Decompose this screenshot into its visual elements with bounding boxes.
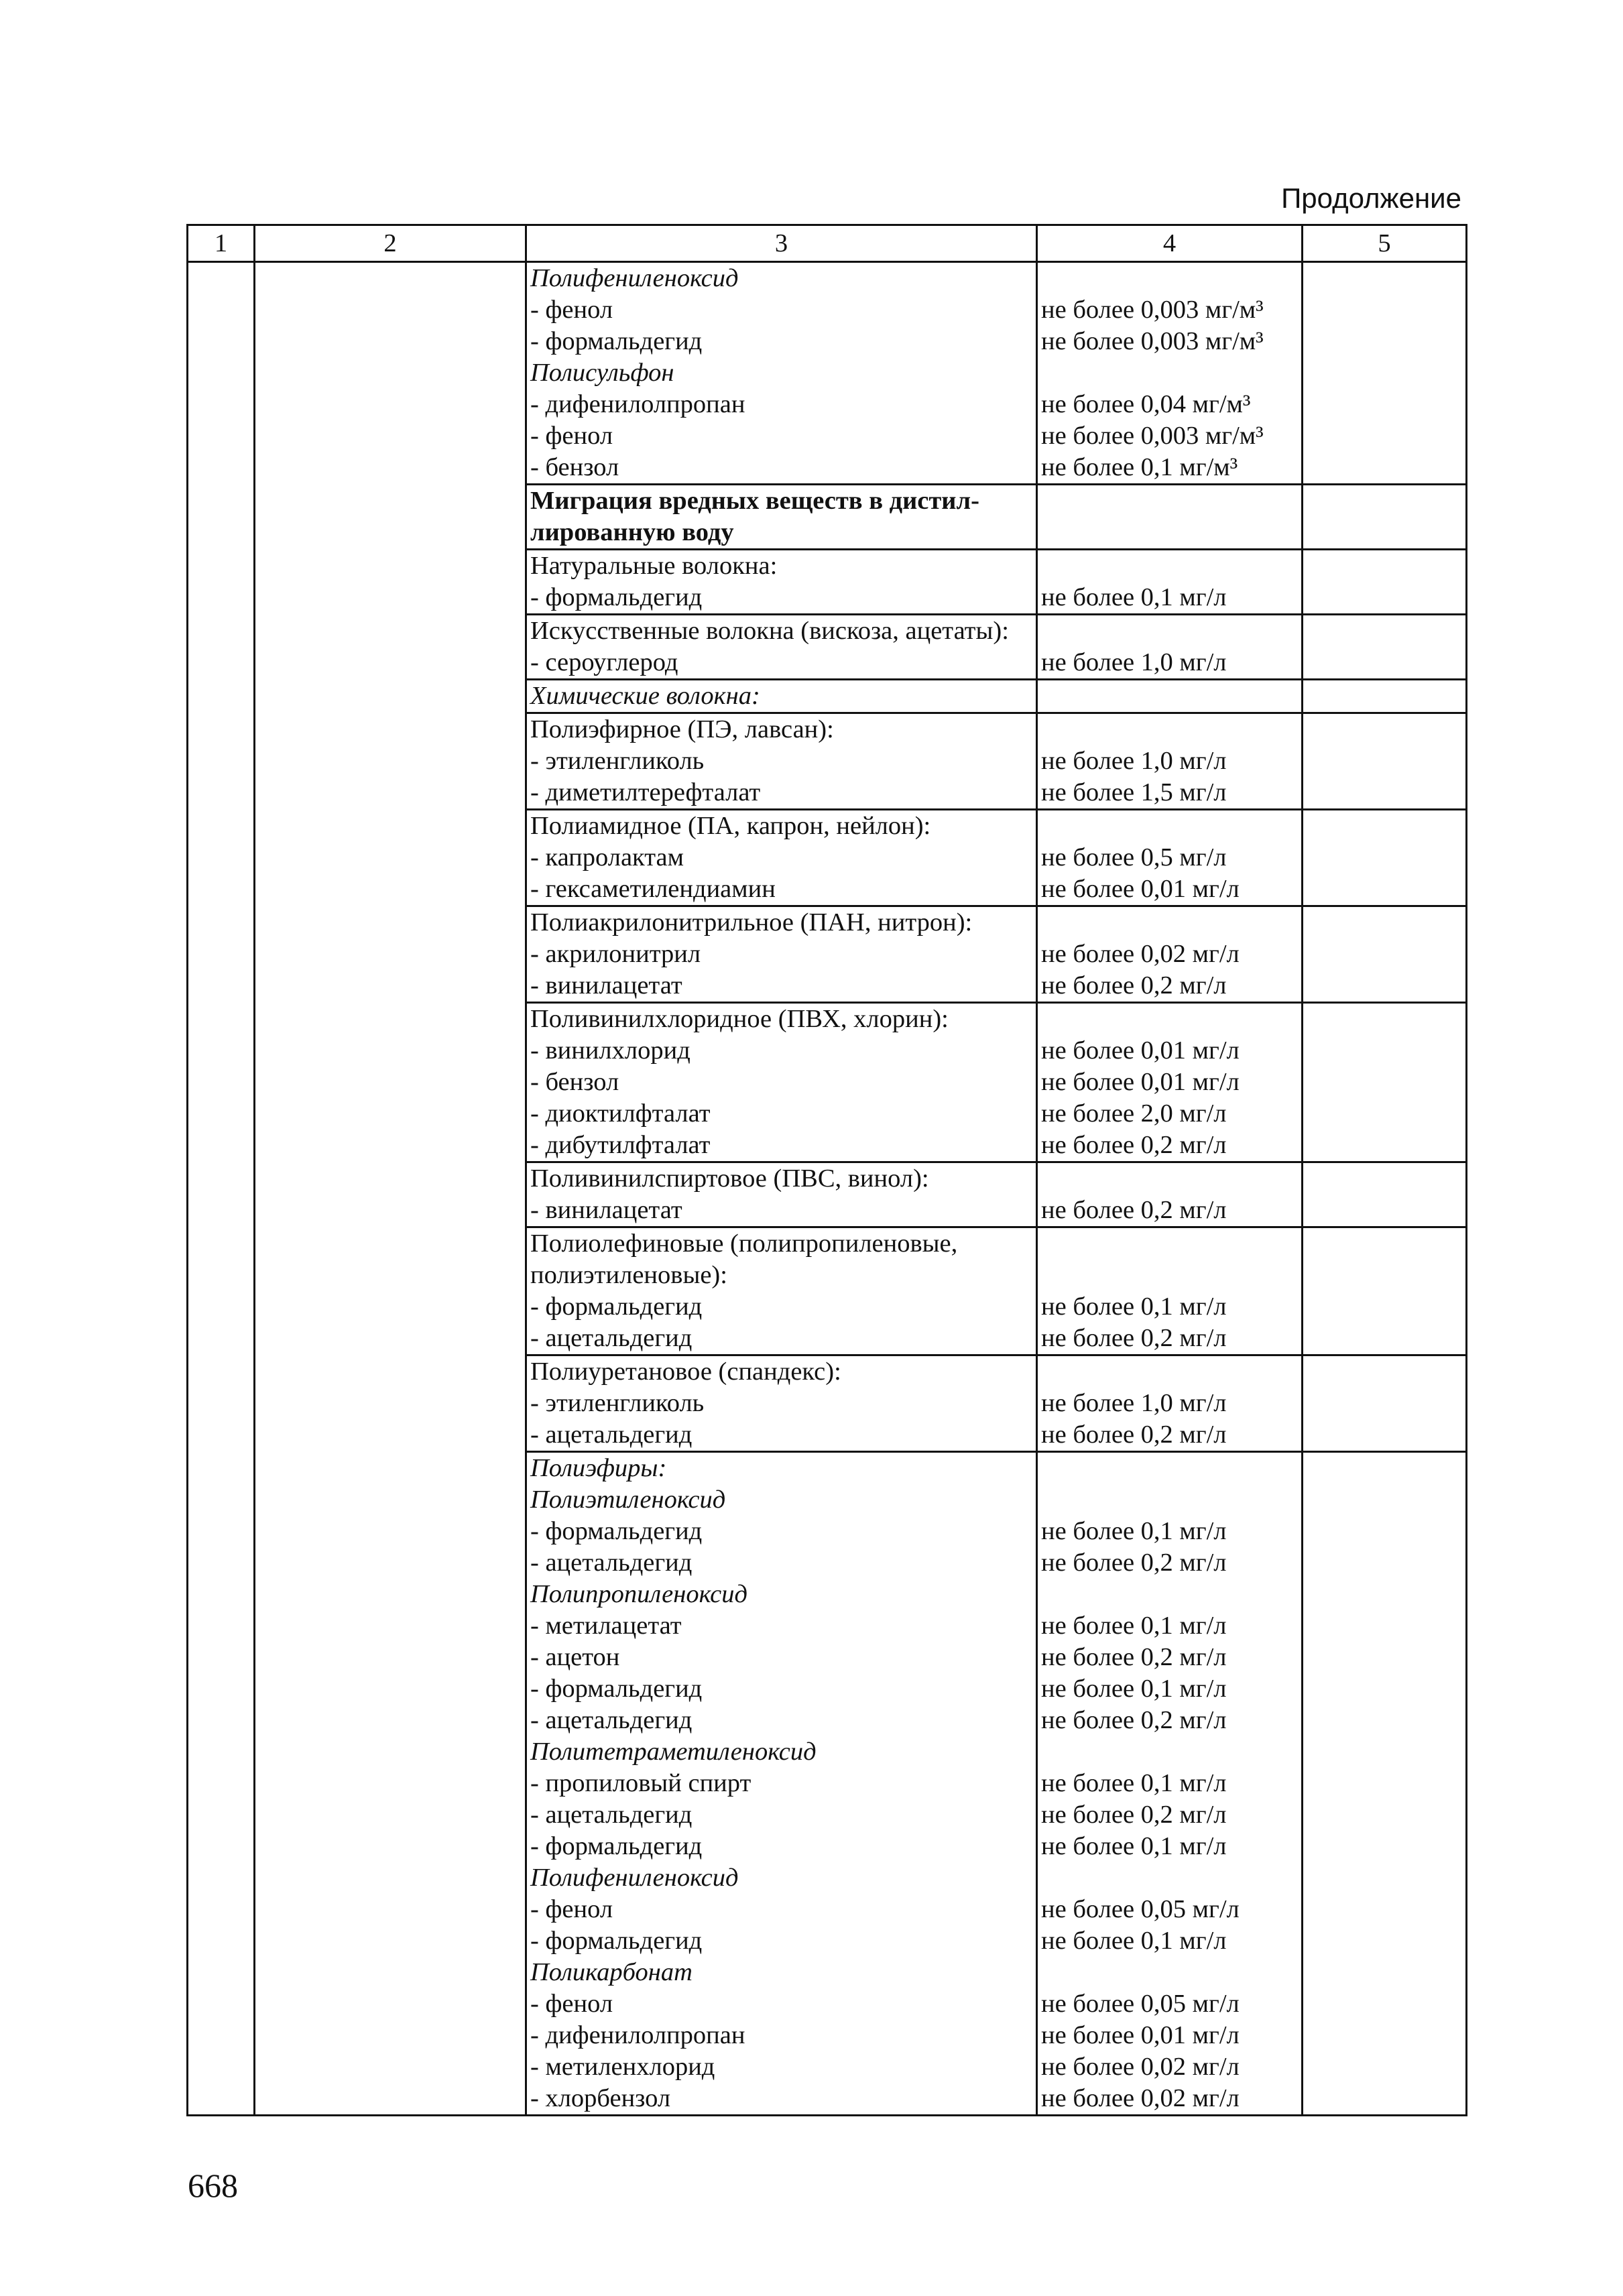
norm-value: не более 0,05 мг/л [1041, 1895, 1240, 1923]
substance-line: - хлорбензол [530, 2084, 671, 2112]
col-5-cell [1303, 1355, 1467, 1452]
substance-line: - этиленгликоль [530, 747, 705, 775]
norm-value: не более 0,1 мг/м³ [1041, 453, 1238, 481]
norm-value: не более 0,003 мг/м³ [1041, 296, 1264, 324]
substance-line: Полиолефиновые (полипропиленовые, [530, 1229, 958, 1258]
col-5-cell [1303, 906, 1467, 1003]
norm-value [1041, 1356, 1301, 1388]
col-5-cell [1303, 550, 1467, 615]
substance-line: - формальдегид [530, 1517, 703, 1545]
norm-value: не более 0,2 мг/л [1041, 1801, 1227, 1829]
material-heading: Полиэтиленоксид [530, 1486, 726, 1514]
norm-value: не более 0,2 мг/л [1041, 1706, 1227, 1734]
substance-cell [526, 615, 1037, 680]
column-number-row [188, 225, 1467, 262]
norm-value [1041, 1453, 1301, 1484]
substance-line: - пропиловый спирт [530, 1769, 752, 1797]
substance-line: - ацетальдегид [530, 1801, 693, 1829]
norm-value [1041, 1260, 1301, 1291]
norm-value: не более 0,01 мг/л [1041, 1068, 1240, 1096]
norm-value: не более 1,0 мг/л [1041, 747, 1227, 775]
section-heading: Миграция вредных веществ в дистил- [530, 487, 979, 515]
norm-value: не более 0,2 мг/л [1041, 1643, 1227, 1671]
substance-line: - формальдегид [530, 1675, 703, 1703]
substance-line: - ацетальдегид [530, 1549, 693, 1577]
page-number: 668 [188, 2167, 238, 2204]
substance-line: - ацетальдегид [530, 1324, 693, 1352]
norm-value: не более 0,02 мг/л [1041, 940, 1240, 968]
substance-line: - винилацетат [530, 1196, 682, 1224]
substance-line: - фенол [530, 1990, 613, 2018]
norm-cell [1037, 262, 1303, 485]
norm-value: не более 0,2 мг/л [1041, 971, 1227, 1000]
substance-line: - винилацетат [530, 971, 682, 1000]
col-5-cell [1303, 1227, 1467, 1355]
norm-value [1041, 1228, 1301, 1260]
substance-cell [526, 680, 1037, 713]
substance-line: Поливинилспиртовое (ПВС, винол): [530, 1164, 929, 1193]
norm-value [1041, 1163, 1301, 1195]
substance-line: Поливинилхлоридное (ПВХ, хлорин): [530, 1005, 949, 1033]
norm-value: не более 0,1 мг/л [1041, 1927, 1227, 1955]
substance-line: - фенол [530, 1895, 613, 1923]
substance-cell [526, 1355, 1037, 1452]
norm-value [1041, 1579, 1301, 1610]
norm-cell [1037, 906, 1303, 1003]
substance-line: - фенол [530, 296, 613, 324]
norm-value: не более 0,1 мг/л [1041, 1612, 1227, 1640]
norm-value: не более 0,2 мг/л [1041, 1196, 1227, 1224]
col-5-cell [1303, 680, 1467, 713]
norm-value [1041, 615, 1301, 647]
material-heading: Политетраметиленоксид [530, 1738, 817, 1766]
norm-value [1041, 263, 1301, 294]
col-5-cell [1303, 810, 1467, 906]
substance-cell [526, 262, 1037, 485]
substance-line: Полиамидное (ПА, капрон, нейлон): [530, 812, 931, 840]
substance-line: - сероуглерод [530, 648, 678, 676]
norm-value: не более 0,1 мг/л [1041, 1517, 1227, 1545]
col-1-cell [188, 262, 255, 2116]
norm-value: не более 0,05 мг/л [1041, 1990, 1240, 2018]
norm-value [1041, 357, 1301, 389]
substance-line: - ацетальдегид [530, 1421, 693, 1449]
substance-line: - метилацетат [530, 1612, 682, 1640]
norm-value: не более 0,1 мг/л [1041, 1832, 1227, 1860]
substance-cell [526, 713, 1037, 810]
column-header-4: 4 [1037, 225, 1303, 262]
norm-value [1041, 1862, 1301, 1894]
substance-line: - диоктилфталат [530, 1099, 711, 1128]
norm-value [1041, 714, 1301, 745]
substance-cell [526, 1162, 1037, 1227]
norm-value: не более 0,02 мг/л [1041, 2053, 1240, 2081]
material-heading: Полиэфиры: [530, 1454, 667, 1482]
substance-line: - гексаметилендиамин [530, 875, 776, 903]
norm-cell [1037, 680, 1303, 713]
norm-value: не более 0,2 мг/л [1041, 1421, 1227, 1449]
substance-line: - капролактам [530, 843, 684, 871]
substance-line: - ацетон [530, 1643, 620, 1671]
col-5-cell [1303, 615, 1467, 680]
norm-cell [1037, 615, 1303, 680]
col-2-cell [255, 262, 526, 2116]
norm-cell [1037, 1227, 1303, 1355]
substance-line: - ацетальдегид [530, 1706, 693, 1734]
norm-value: не более 1,0 мг/л [1041, 648, 1227, 676]
norm-value: не более 0,1 мг/л [1041, 1292, 1227, 1321]
norm-cell [1037, 485, 1303, 550]
substance-line: - метиленхлорид [530, 2053, 715, 2081]
norm-value: не более 0,003 мг/м³ [1041, 422, 1264, 450]
norm-cell [1037, 550, 1303, 615]
norm-cell [1037, 1003, 1303, 1162]
norm-value: не более 0,1 мг/л [1041, 583, 1227, 611]
col-5-cell [1303, 262, 1467, 485]
material-heading: Полифениленоксид [530, 1864, 739, 1892]
norm-value: не более 0,01 мг/л [1041, 2021, 1240, 2049]
norm-value: не более 0,02 мг/л [1041, 2084, 1240, 2112]
norm-value [1041, 1484, 1301, 1516]
material-heading: Полипропиленоксид [530, 1580, 747, 1608]
norm-value: не более 0,01 мг/л [1041, 875, 1240, 903]
norm-value: не более 0,2 мг/л [1041, 1549, 1227, 1577]
substance-line: - дифенилолпропан [530, 390, 745, 418]
substance-cell [526, 550, 1037, 615]
substance-line: - формальдегид [530, 1927, 703, 1955]
norm-cell [1037, 1162, 1303, 1227]
table-body [188, 262, 1467, 2116]
norm-cell [1037, 810, 1303, 906]
norm-value [1041, 810, 1301, 842]
substance-line: Полиакрилонитрильное (ПАН, нитрон): [530, 908, 973, 936]
norm-value [1041, 1736, 1301, 1768]
requirements-table [186, 224, 1467, 2116]
col-5-cell [1303, 713, 1467, 810]
norm-value [1041, 485, 1301, 517]
substance-line: - дифенилолпропан [530, 2021, 745, 2049]
norm-value [1041, 1004, 1301, 1035]
norm-value [1041, 680, 1301, 712]
norm-cell [1037, 1452, 1303, 2116]
norm-value: не более 0,2 мг/л [1041, 1131, 1227, 1159]
norm-value: не более 1,5 мг/л [1041, 778, 1227, 806]
substance-cell [526, 1003, 1037, 1162]
table-row [188, 262, 1467, 485]
norm-cell [1037, 713, 1303, 810]
substance-cell [526, 485, 1037, 550]
substance-line: - бензол [530, 453, 619, 481]
norm-value: не более 0,5 мг/л [1041, 843, 1227, 871]
substance-cell [526, 810, 1037, 906]
norm-value: не более 0,1 мг/л [1041, 1769, 1227, 1797]
substance-cell [526, 1452, 1037, 2116]
col-5-cell [1303, 485, 1467, 550]
substance-line: - диметилтерефталат [530, 778, 761, 806]
substance-line: - винилхлорид [530, 1036, 690, 1065]
material-heading: Химические волокна: [530, 682, 760, 710]
norm-value: не более 0,04 мг/м³ [1041, 390, 1251, 418]
material-heading: Полисульфон [530, 359, 674, 387]
substance-line: - формальдегид [530, 1832, 703, 1860]
norm-value [1041, 1957, 1301, 1988]
norm-value: не более 1,0 мг/л [1041, 1389, 1227, 1417]
section-heading: лированную воду [530, 518, 734, 546]
norm-value [1041, 517, 1301, 548]
column-header-2: 2 [255, 225, 526, 262]
substance-line: - формальдегид [530, 1292, 703, 1321]
substance-line: - формальдегид [530, 327, 703, 355]
substance-line: Искусственные волокна (вискоза, ацетаты): [530, 617, 1009, 645]
material-heading: Поликарбонат [530, 1958, 693, 1986]
substance-line: - этиленгликоль [530, 1389, 705, 1417]
substance-line: Полиэфирное (ПЭ, лавсан): [530, 715, 834, 743]
substance-line: полиэтиленовые): [530, 1261, 727, 1289]
col-5-cell [1303, 1003, 1467, 1162]
continuation-label: Продолжение [1281, 182, 1461, 214]
col-5-cell [1303, 1162, 1467, 1227]
column-header-3: 3 [526, 225, 1037, 262]
norm-cell [1037, 1355, 1303, 1452]
substance-line: - формальдегид [530, 583, 703, 611]
material-heading: Полифениленоксид [530, 264, 739, 292]
norm-value: не более 0,01 мг/л [1041, 1036, 1240, 1065]
col-5-cell [1303, 1452, 1467, 2116]
norm-value: не более 0,003 мг/м³ [1041, 327, 1264, 355]
substance-line: Полиуретановое (спандекс): [530, 1357, 841, 1386]
substance-cell [526, 906, 1037, 1003]
norm-value: не более 0,2 мг/л [1041, 1324, 1227, 1352]
substance-cell [526, 1227, 1037, 1355]
substance-line: - акрилонитрил [530, 940, 701, 968]
substance-line: - бензол [530, 1068, 619, 1096]
norm-value: не более 0,1 мг/л [1041, 1675, 1227, 1703]
column-header-5: 5 [1303, 225, 1467, 262]
substance-line: Натуральные волокна: [530, 552, 778, 580]
norm-value [1041, 907, 1301, 939]
norm-value: не более 2,0 мг/л [1041, 1099, 1227, 1128]
norm-value [1041, 550, 1301, 582]
substance-line: - фенол [530, 422, 613, 450]
column-header-1: 1 [188, 225, 255, 262]
substance-line: - дибутилфталат [530, 1131, 711, 1159]
